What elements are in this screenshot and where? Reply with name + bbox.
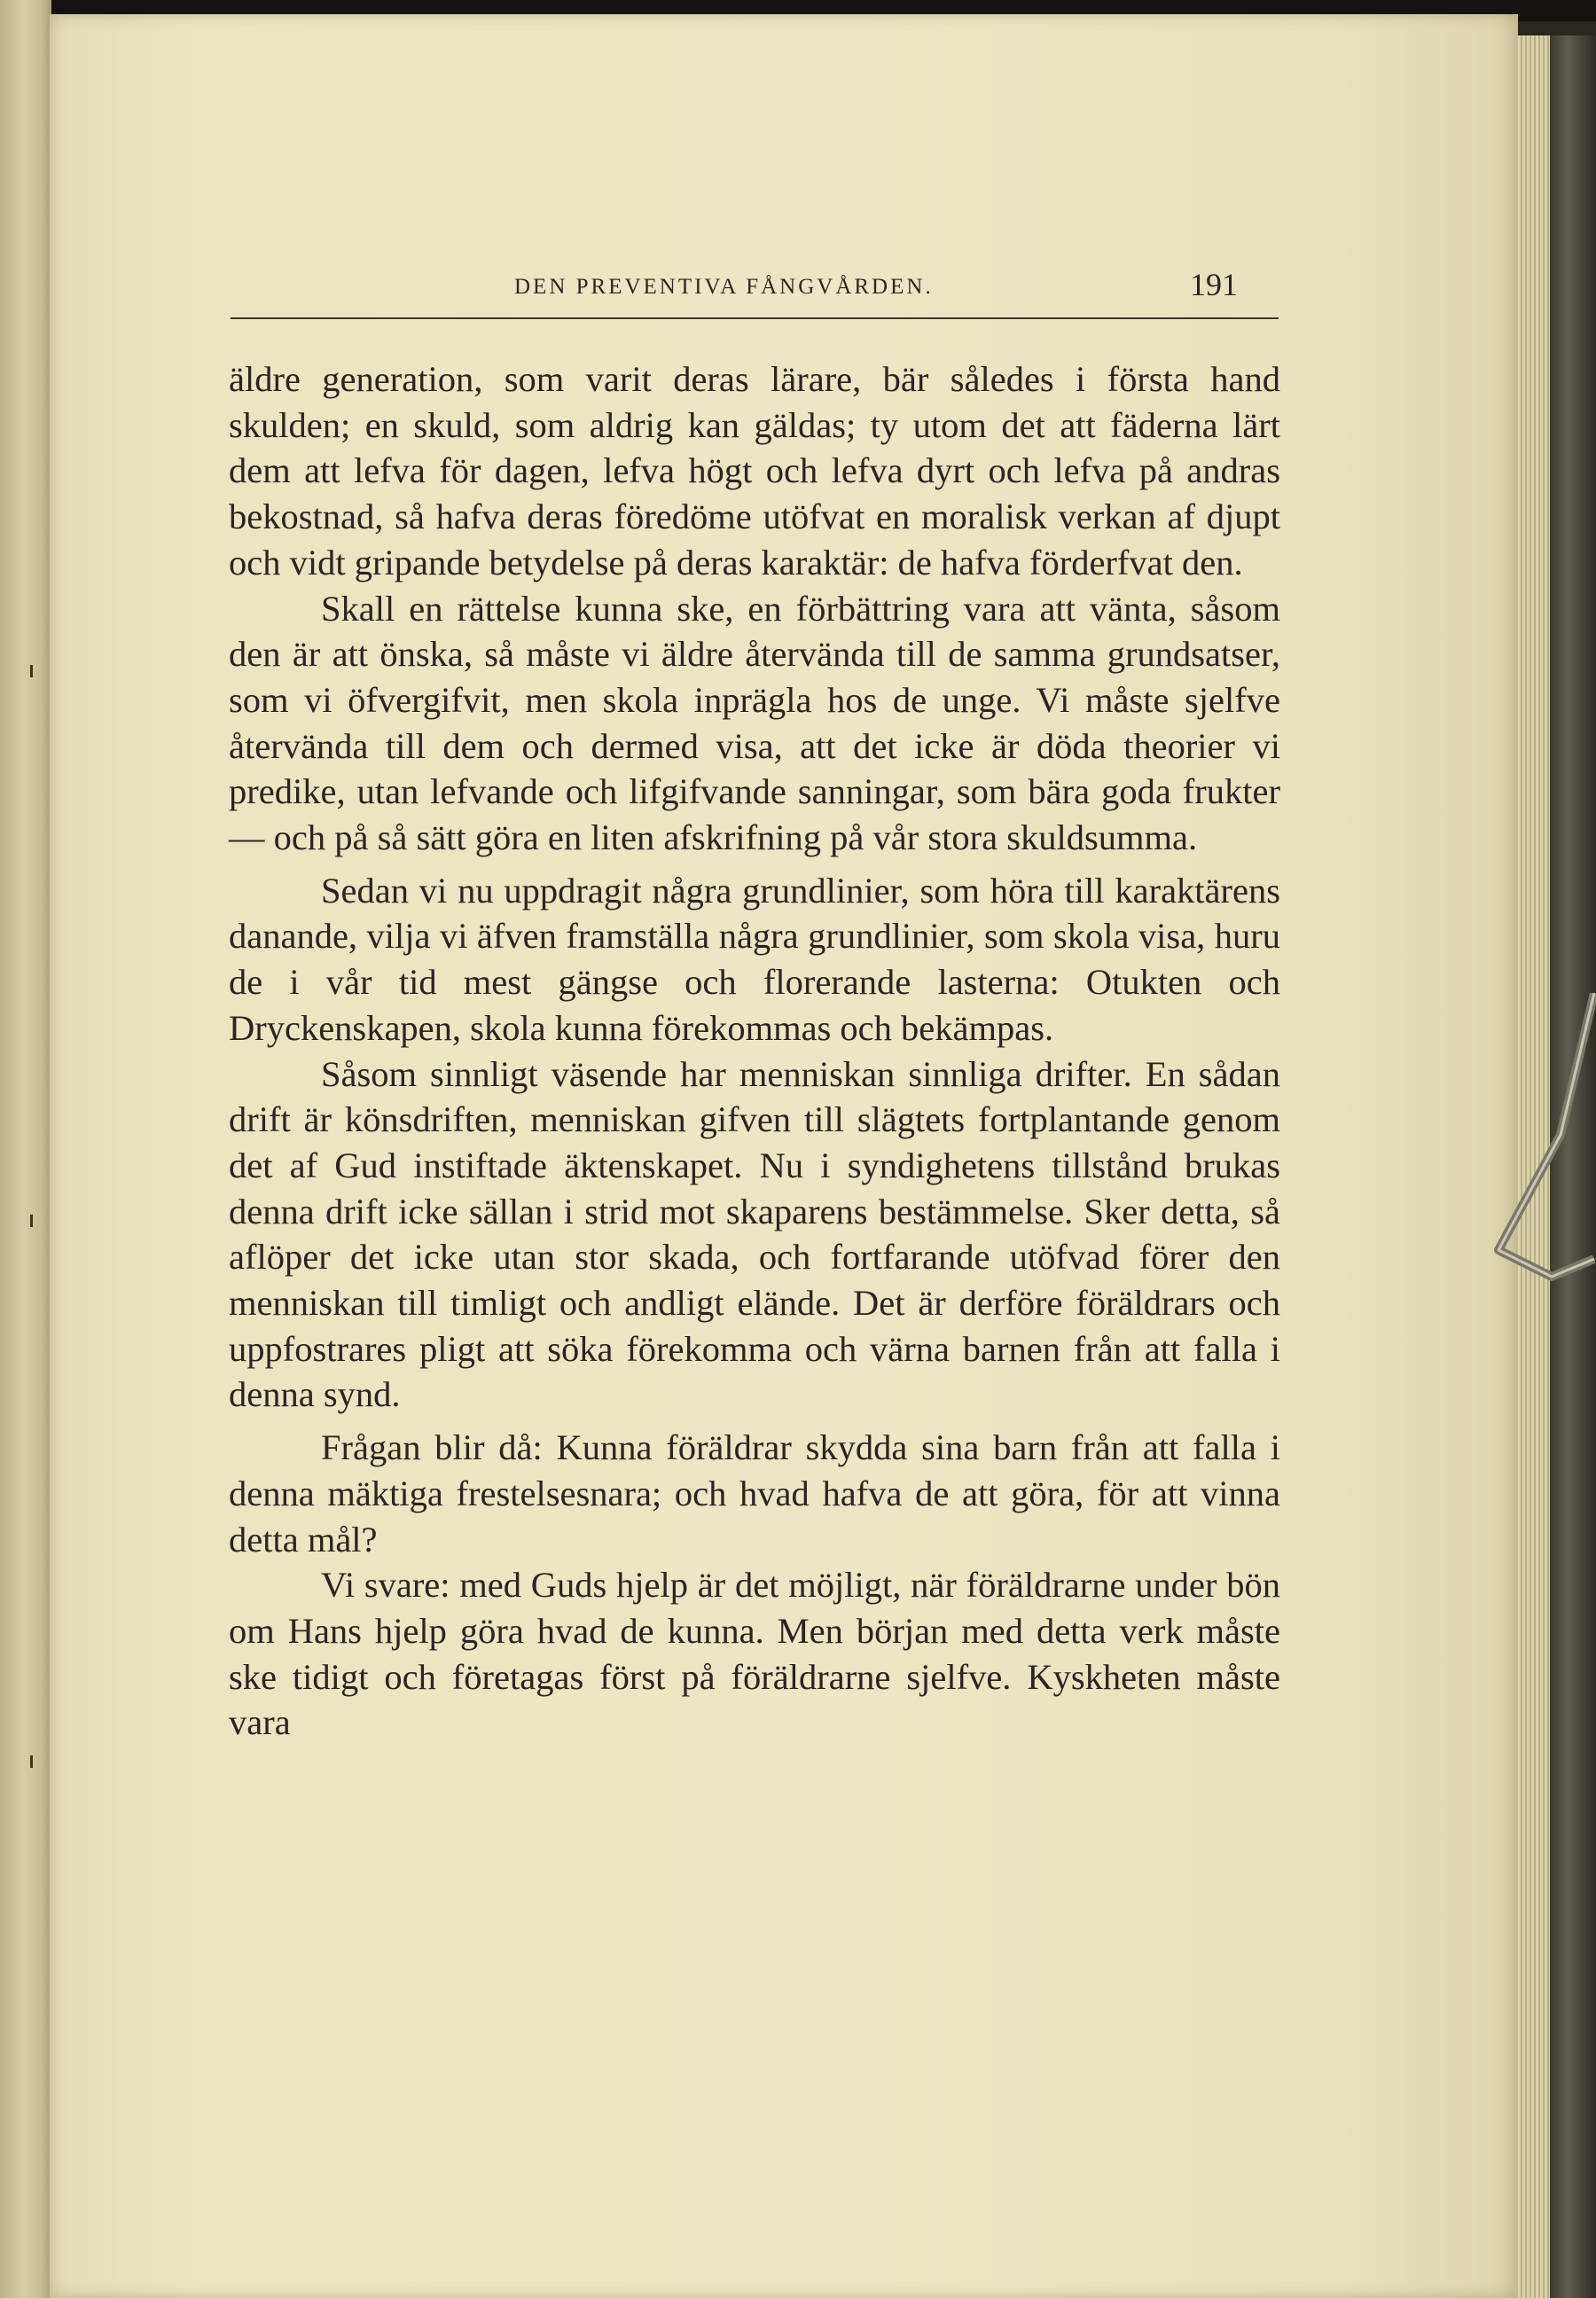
paragraph: Vi svare: med Guds hjelp är det möjligt, när föräldrarne under bön om Hans hjelp göra hvad de kunna. Men början med detta verk måste ske tidigt och företagas först på föräldrarne sjelfve. Kyskheten måste vara [229, 1565, 1280, 1743]
paragraph: Skall en rättelse kunna ske, en förbättring vara att vänta, såsom den är att önska, så måste vi äldre återvända till de samma grundsatser, som vi öfvergifvit, men skola inprägla hos de unge. Vi måste sjelfve återvända till dem och dermed visa, att det icke är döda theorier vi predike, utan lefvande och lifgifvande sanningar, som bära goda frukter — och på så sätt göra en liten afskrifning på vår stora skuldsumma. [229, 588, 1280, 858]
running-title: DEN PREVENTIVA FÅNGVÅRDEN. [514, 275, 934, 299]
margin-mark [30, 665, 33, 677]
left-page-edge [0, 0, 51, 2298]
paragraph: äldre generation, som varit deras lärare, bär således i första hand skulden; en skuld, som aldrig kan gäldas; ty utom det att fäderna lärt dem att lefva för dagen, lefva högt och lefva dyrt och lefva på andras bekostnad, så hafva deras föredöme utöfvat en moralisk verkan af djupt och vidt gripande betydelse på deras karaktär: de hafva förderfvat den. [229, 359, 1280, 582]
paragraph: Frågan blir då: Kunna föräldrar skydda sina barn från att falla i denna mäktiga frestelsesnara; och hvad hafva de att göra, för att vinna detta mål? [229, 1427, 1280, 1559]
page-number: 191 [1190, 267, 1238, 302]
margin-mark [30, 1215, 33, 1227]
paragraph: Såsom sinnligt väsende har menniskan sinnliga drifter. En sådan drift är könsdriften, menniskan gifven till slägtets fortplantande genom det af Gud instiftade äktenskapet. Nu i syndighetens tillstånd brukas denna drift icke sällan i strid mot skaparens bestämmelse. Sker detta, så aflöper det icke utan stor skada, och fortfarande utöfvad förer den menniskan till timligt och andligt elände. Det är derföre föräldrars och uppfostrares pligt att söka förekomma och värna barnen från att falla i denna synd. [229, 1053, 1280, 1415]
page-header [231, 266, 1277, 310]
glasses-clip [1472, 993, 1596, 1312]
body-text [229, 356, 1280, 1746]
margin-mark [30, 1755, 33, 1768]
paragraph: Sedan vi nu uppdragit några grundlinier, som höra till karaktärens danande, vilja vi äfven framställa några grundlinier, som skola visa, huru de i vår tid mest gängse och florerande lasterna: Otukten och Dryckenskapen, skola kunna förekommas och bekämpas. [229, 870, 1280, 1048]
header-rule [231, 317, 1279, 319]
